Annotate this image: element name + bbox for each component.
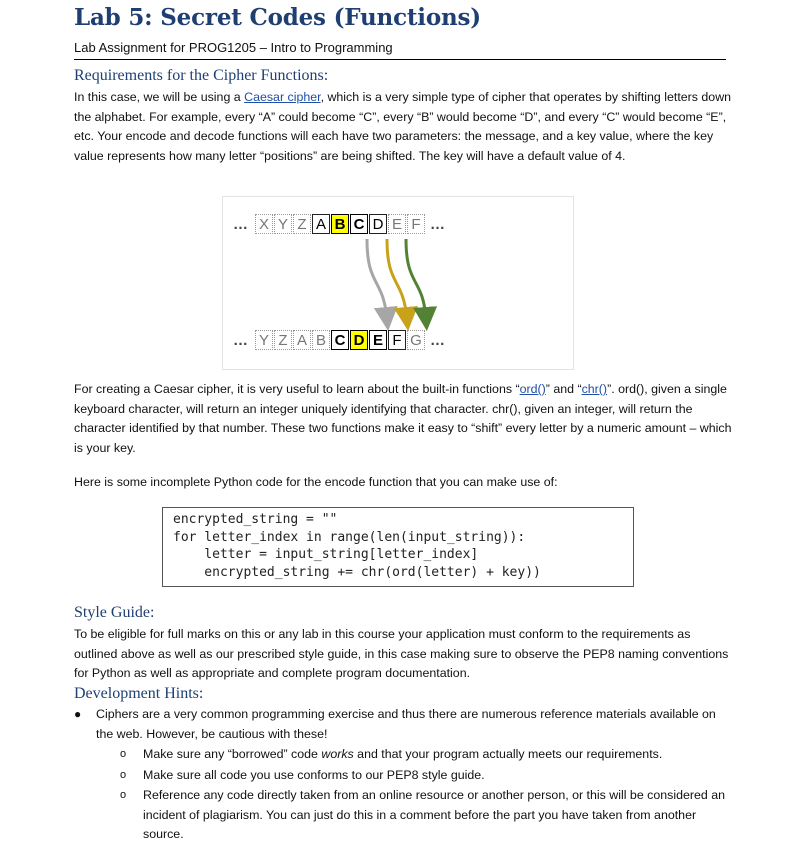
requirements-text-end: , which is a very simple type of cipher that operates by shifting letters down the alphabet. For example, every “A” could become “C”, every “B” would become “D”, and every “C” would become “E”, etc. Your encode and decode functions will each have two parameters: the message, and a key value, where the key value represents how many letter “positions” are being shifted. The key will have a default value of 4. xyxy=(74,90,732,163)
hint-sub1-emphasis: works xyxy=(321,747,354,761)
circle-bullet-icon: o xyxy=(120,748,127,760)
requirements-heading: Requirements for the Cipher Functions: xyxy=(74,67,329,84)
code-block xyxy=(162,507,634,587)
top-letter: X xyxy=(255,214,273,234)
top-letter: D xyxy=(369,214,387,234)
list-item xyxy=(74,786,734,845)
top-letter: E xyxy=(388,214,406,234)
hint-sub2: Make sure all code you use conforms to our PEP8 style guide. xyxy=(143,767,485,782)
hints-heading: Development Hints: xyxy=(74,685,204,702)
bottom-letter: F xyxy=(388,330,406,350)
code-line: for letter_index in range(len(input_string)): xyxy=(173,529,526,545)
top-letter: Y xyxy=(274,214,292,234)
builtins-text-start: For creating a Caesar cipher, it is very useful to learn about the built-in functions “ xyxy=(74,382,520,396)
circle-bullet-icon: o xyxy=(120,768,127,781)
list-item xyxy=(74,766,734,786)
requirements-text-start: In this case, we will be using a xyxy=(74,90,245,104)
top-letter: A xyxy=(312,214,330,234)
bottom-letter-highlight: D xyxy=(350,330,368,350)
style-guide-heading: Style Guide: xyxy=(74,604,155,621)
bottom-letter: Z xyxy=(274,330,292,350)
page-title: Lab 5: Secret Codes (Functions) xyxy=(74,4,481,31)
code-line: encrypted_string = "" xyxy=(173,512,338,527)
hint-sub1-end: and that your program actually meets our requirements. xyxy=(353,747,663,761)
code-line: encrypted_string += chr(ord(letter) + key)) xyxy=(173,564,541,580)
ellipsis-right-top: … xyxy=(430,215,444,233)
page-subtitle: Lab Assignment for PROG1205 – Intro to Programming xyxy=(74,40,726,60)
hint-sub1-start: Make sure any “borrowed” code xyxy=(143,747,322,761)
arrow-a-to-c xyxy=(367,239,387,319)
ellipsis-left-top: … xyxy=(233,215,247,233)
arrow-b-to-d xyxy=(387,239,407,319)
builtins-text-end: ”. ord(), given a single keyboard character, will return an integer uniquely identifying that character. chr(), given an integer, will return the character identified by that number. These two functions make it easy to “shift” every letter by a numeric amount – which is your key. xyxy=(74,382,732,455)
bottom-letter: B xyxy=(312,330,330,350)
top-letter-highlight: B xyxy=(331,214,349,234)
ord-link[interactable]: ord() xyxy=(519,382,546,396)
code-intro: Here is some incomplete Python code for the encode function that you can make use of: xyxy=(74,475,558,489)
requirements-paragraph xyxy=(74,88,734,166)
hints-list xyxy=(74,705,734,845)
top-letter: Z xyxy=(293,214,311,234)
code-line: letter = input_string[letter_index] xyxy=(173,547,479,562)
list-item xyxy=(74,745,734,765)
builtins-text-mid: ” and “ xyxy=(545,382,582,396)
cipher-diagram xyxy=(222,196,574,370)
bullet-icon: ● xyxy=(74,707,82,721)
builtins-paragraph xyxy=(74,380,734,458)
bottom-letter: A xyxy=(293,330,311,350)
bottom-letter: Y xyxy=(255,330,273,350)
diagram-bottom-row xyxy=(233,330,452,350)
caesar-cipher-link[interactable]: Caesar cipher xyxy=(244,90,321,104)
chr-link[interactable]: chr() xyxy=(581,382,608,396)
hint-sub3: Reference any code directly taken from an online resource or another person, or this will be considered an incident of plagiarism. You can just do this in a comment before the part you have taken from another source. xyxy=(143,788,725,841)
hint-bullet-text: Ciphers are a very common programming exercise and thus there are numerous reference materials available on the web. However, be cautious with these! xyxy=(96,707,716,741)
ellipsis-right-bottom: … xyxy=(430,331,444,349)
ellipsis-left-bottom: … xyxy=(233,331,247,349)
top-letter: C xyxy=(350,214,368,234)
style-guide-text: To be eligible for full marks on this or any lab in this course your application must conform to the requirements as outlined above as well as our prescribed style guide, in this case making sure to observe the PEP8 naming conventions for Python as well as appropriate and complete program documentation. xyxy=(74,627,729,680)
bottom-letter: C xyxy=(331,330,349,350)
list-item xyxy=(74,705,734,744)
bottom-letter: E xyxy=(369,330,387,350)
bottom-letter: G xyxy=(407,330,425,350)
top-letter: F xyxy=(407,214,425,234)
arrow-c-to-e xyxy=(406,239,426,319)
circle-bullet-icon: o xyxy=(120,789,127,801)
